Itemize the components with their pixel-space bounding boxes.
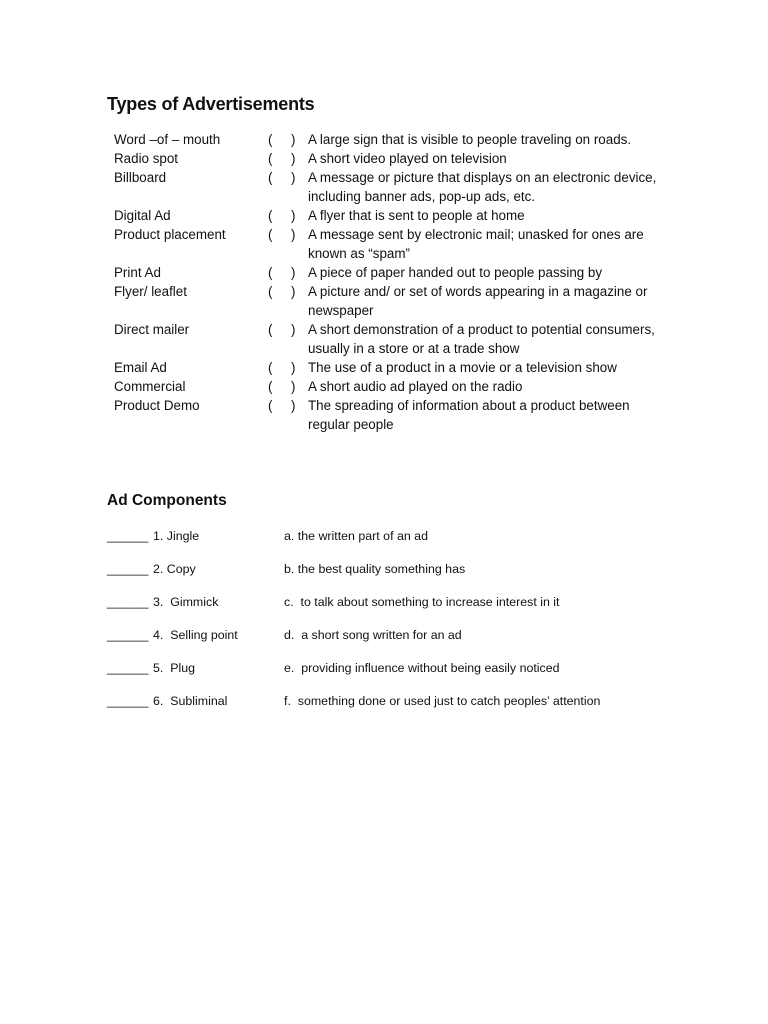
types-row xyxy=(114,377,714,396)
ad-type-definition: The use of a product in a movie or a television show xyxy=(308,360,617,375)
component-term: 2. Copy xyxy=(153,562,196,576)
answer-blank: ______ xyxy=(107,529,149,543)
ad-type-term: Email Ad xyxy=(114,360,167,375)
ad-type-term: Print Ad xyxy=(114,265,161,280)
types-matching-list xyxy=(114,130,714,434)
ad-type-term: Direct mailer xyxy=(114,322,190,337)
answer-parentheses: ( ) xyxy=(268,170,296,185)
types-row xyxy=(114,320,714,358)
ad-type-term: Billboard xyxy=(114,170,167,185)
component-definition: c. to talk about something to increase interest in it xyxy=(284,595,560,609)
component-term: 4. Selling point xyxy=(153,628,238,642)
components-matching-list xyxy=(107,527,727,725)
answer-parentheses: ( ) xyxy=(268,208,296,223)
ad-type-term: Product Demo xyxy=(114,398,200,413)
ad-type-definition: A flyer that is sent to people at home xyxy=(308,208,525,223)
component-row xyxy=(107,692,727,725)
types-row xyxy=(114,225,714,263)
component-term: 3. Gimmick xyxy=(153,595,219,609)
component-row xyxy=(107,527,727,560)
component-term: 1. Jingle xyxy=(153,529,200,543)
component-row xyxy=(107,626,727,659)
ad-type-definition: A short audio ad played on the radio xyxy=(308,379,523,394)
component-row xyxy=(107,659,727,692)
answer-parentheses: ( ) xyxy=(268,398,296,413)
ad-type-definition: A short video played on television xyxy=(308,151,507,166)
ad-type-definition: The spreading of information about a product between regular people xyxy=(308,398,630,432)
types-row xyxy=(114,206,714,225)
answer-parentheses: ( ) xyxy=(268,132,296,147)
types-row xyxy=(114,149,714,168)
answer-parentheses: ( ) xyxy=(268,151,296,166)
answer-parentheses: ( ) xyxy=(268,360,296,375)
component-term: 5. Plug xyxy=(153,661,196,675)
types-heading: Types of Advertisements xyxy=(107,94,315,114)
component-definition: e. providing influence without being easily noticed xyxy=(284,661,560,675)
types-row xyxy=(114,168,714,206)
types-row xyxy=(114,358,714,377)
component-row xyxy=(107,560,727,593)
types-row xyxy=(114,282,714,320)
component-definition: b. the best quality something has xyxy=(284,562,466,576)
answer-parentheses: ( ) xyxy=(268,265,296,280)
answer-blank: ______ xyxy=(107,562,149,576)
ad-type-term: Product placement xyxy=(114,227,226,242)
answer-blank: ______ xyxy=(107,628,149,642)
types-row xyxy=(114,396,714,434)
ad-type-term: Word –of – mouth xyxy=(114,132,221,147)
component-definition: d. a short song written for an ad xyxy=(284,628,462,642)
ad-type-definition: A picture and/ or set of words appearing in a magazine or newspaper xyxy=(308,284,648,318)
ad-type-definition: A message or picture that displays on an electronic device, including banner ads, pop-up ads, etc. xyxy=(308,170,657,204)
answer-blank: ______ xyxy=(107,694,149,708)
component-row xyxy=(107,593,727,626)
answer-blank: ______ xyxy=(107,661,149,675)
ad-type-definition: A piece of paper handed out to people passing by xyxy=(308,265,603,280)
answer-blank: ______ xyxy=(107,595,149,609)
component-definition: a. the written part of an ad xyxy=(284,529,428,543)
ad-type-definition: A large sign that is visible to people traveling on roads. xyxy=(308,132,632,147)
answer-parentheses: ( ) xyxy=(268,322,296,337)
ad-type-term: Digital Ad xyxy=(114,208,171,223)
answer-parentheses: ( ) xyxy=(268,379,296,394)
ad-type-term: Commercial xyxy=(114,379,186,394)
types-row xyxy=(114,130,714,149)
components-heading: Ad Components xyxy=(107,492,227,509)
component-term: 6. Subliminal xyxy=(153,694,228,708)
types-row xyxy=(114,263,714,282)
answer-parentheses: ( ) xyxy=(268,284,296,299)
answer-parentheses: ( ) xyxy=(268,227,296,242)
ad-type-definition: A short demonstration of a product to potential consumers, usually in a store or at a trade show xyxy=(308,322,655,356)
component-definition: f. something done or used just to catch peoples’ attention xyxy=(284,694,601,708)
ad-type-term: Radio spot xyxy=(114,151,179,166)
ad-type-definition: A message sent by electronic mail; unasked for ones are known as “spam” xyxy=(308,227,644,261)
ad-type-term: Flyer/ leaflet xyxy=(114,284,187,299)
